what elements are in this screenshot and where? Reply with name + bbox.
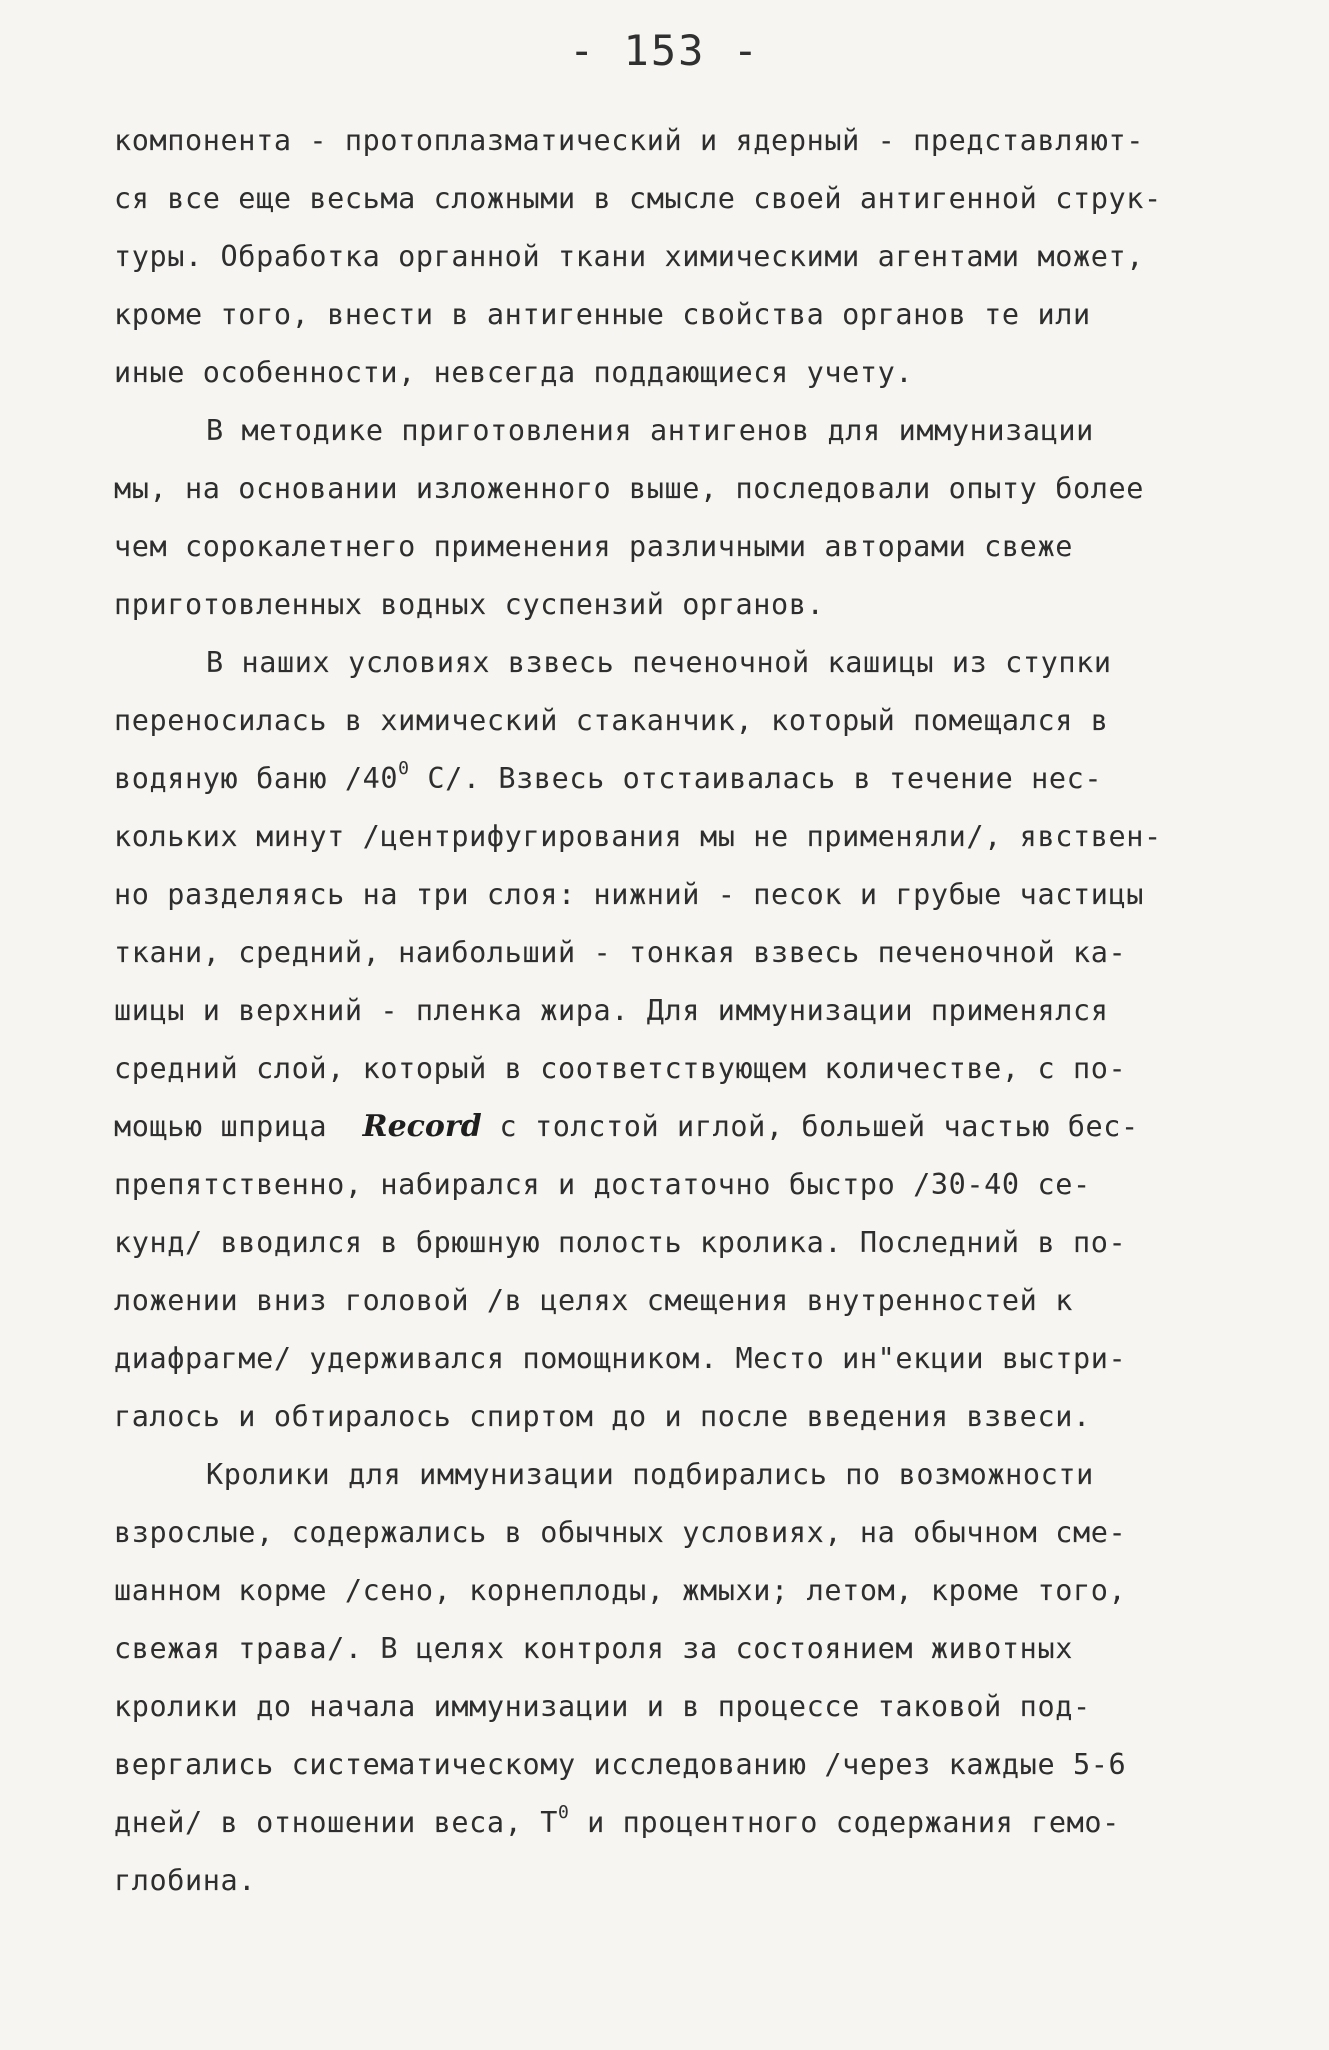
text-line: ся все еще весьма сложными в смысле своей антигенной струк-	[114, 182, 1162, 215]
text-line: кроме того, внести в антигенные свойства органов те или	[114, 298, 1091, 331]
text-line: туры. Обработка органной ткани химическими агентами может,	[114, 240, 1144, 273]
body-text	[114, 112, 1224, 1910]
text-line: но разделяясь на три слоя: нижний - песок и грубые частицы	[114, 878, 1144, 911]
handwritten-word: Record	[362, 1109, 482, 1144]
text-line: препятственно, набирался и достаточно быстро /30-40 се-	[114, 1168, 1091, 1201]
text-line: шанном корме /сено, корнеплоды, жмыхи; летом, кроме того,	[114, 1574, 1127, 1607]
text-line: В наших условиях взвесь печеночной кашицы из ступки	[206, 646, 1112, 679]
text-line	[114, 1098, 1224, 1156]
text-line: компонента - протоплазматический и ядерный - представляют-	[114, 124, 1144, 157]
text-line: приготовленных водных суспензий органов.	[114, 588, 825, 621]
text-line: кунд/ вводился в брюшную полость кролика. Последний в по-	[114, 1226, 1127, 1259]
text-line: мы, на основании изложенного выше, последовали опыту более	[114, 472, 1144, 505]
superscript: 0	[557, 1801, 570, 1823]
text-line: Кролики для иммунизации подбирались по возможности	[206, 1458, 1094, 1491]
text-line: средний слой, который в соответствующем количестве, с по-	[114, 1052, 1127, 1085]
text-line: В методике приготовления антигенов для иммунизации	[206, 414, 1094, 447]
text-line: шицы и верхний - пленка жира. Для иммунизации применялся	[114, 994, 1109, 1027]
text-segment: с толстой иглой, большей частью бес-	[481, 1110, 1139, 1143]
text-line: вергались систематическому исследованию /через каждые 5-6	[114, 1748, 1127, 1781]
text-line: глобина.	[114, 1864, 257, 1897]
text-line: ложении вниз головой /в целях смещения внутренностей к	[114, 1284, 1073, 1317]
text-line	[114, 1794, 1224, 1852]
superscript: 0	[398, 757, 410, 779]
text-line	[114, 750, 1224, 808]
text-line: взрослые, содержались в обычных условиях, на обычном сме-	[114, 1516, 1127, 1549]
text-line: диафрагме/ удерживался помощником. Место ин"екции выстри-	[114, 1342, 1127, 1375]
text-segment: дней/ в отношении веса, Т	[114, 1806, 558, 1839]
text-line: переносилась в химический стаканчик, который помещался в	[114, 704, 1109, 737]
text-segment: водяную баню /40	[114, 762, 399, 795]
text-segment: С/. Взвесь отстаивалась в течение нес-	[409, 762, 1103, 795]
text-line: чем сорокалетнего применения различными авторами свеже	[114, 530, 1073, 563]
text-line: галось и обтиралось спиртом до и после введения взвеси.	[114, 1400, 1091, 1433]
text-line: иные особенности, невсегда поддающиеся учету.	[114, 356, 914, 389]
text-segment: мощью шприца	[114, 1110, 328, 1143]
text-line: свежая трава/. В целях контроля за состоянием животных	[114, 1632, 1073, 1665]
text-segment: и процентного содержания гемо-	[569, 1806, 1120, 1839]
page-number: - 153 -	[568, 26, 760, 75]
text-line: кролики до начала иммунизации и в процессе таковой под-	[114, 1690, 1091, 1723]
text-line: ткани, средний, наибольший - тонкая взвесь печеночной ка-	[114, 936, 1127, 969]
text-line: кольких минут /центрифугирования мы не применяли/, явствен-	[114, 820, 1162, 853]
